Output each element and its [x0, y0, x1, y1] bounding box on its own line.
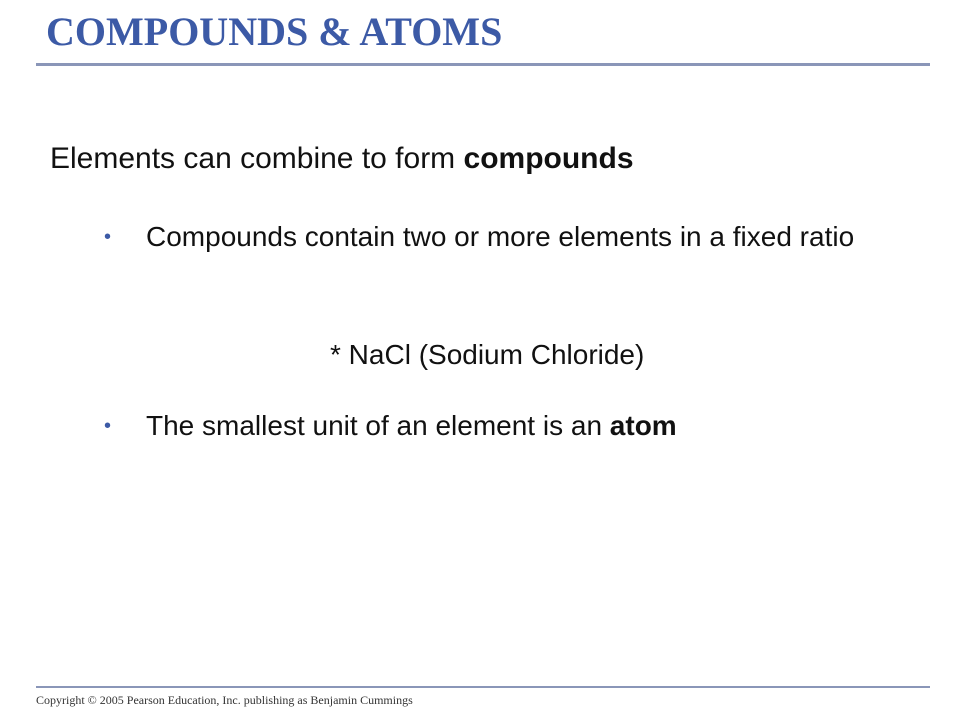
bullet-bold-term: atom: [609, 410, 677, 441]
bullet-text: Compounds contain two or more elements in a fixed ratio: [146, 221, 855, 252]
title-divider: [36, 63, 930, 66]
copyright-notice: Copyright © 2005 Pearson Education, Inc. publishing as Benjamin Cummings: [36, 693, 413, 707]
bullet-icon: •: [104, 226, 112, 248]
intro-text: Elements can combine to form: [50, 142, 464, 175]
footer-divider: [36, 686, 930, 688]
example-line: * NaCl (Sodium Chloride): [330, 339, 645, 370]
bullet-text: The smallest unit of an element is an: [146, 410, 610, 441]
bullet-icon: •: [104, 415, 112, 437]
bullet-item-atom: [146, 406, 936, 446]
intro-line: [50, 140, 634, 178]
bullet-item-compounds: [146, 217, 936, 257]
slide-title: COMPOUNDS & ATOMS: [46, 9, 503, 54]
intro-bold-term: compounds: [463, 142, 634, 175]
